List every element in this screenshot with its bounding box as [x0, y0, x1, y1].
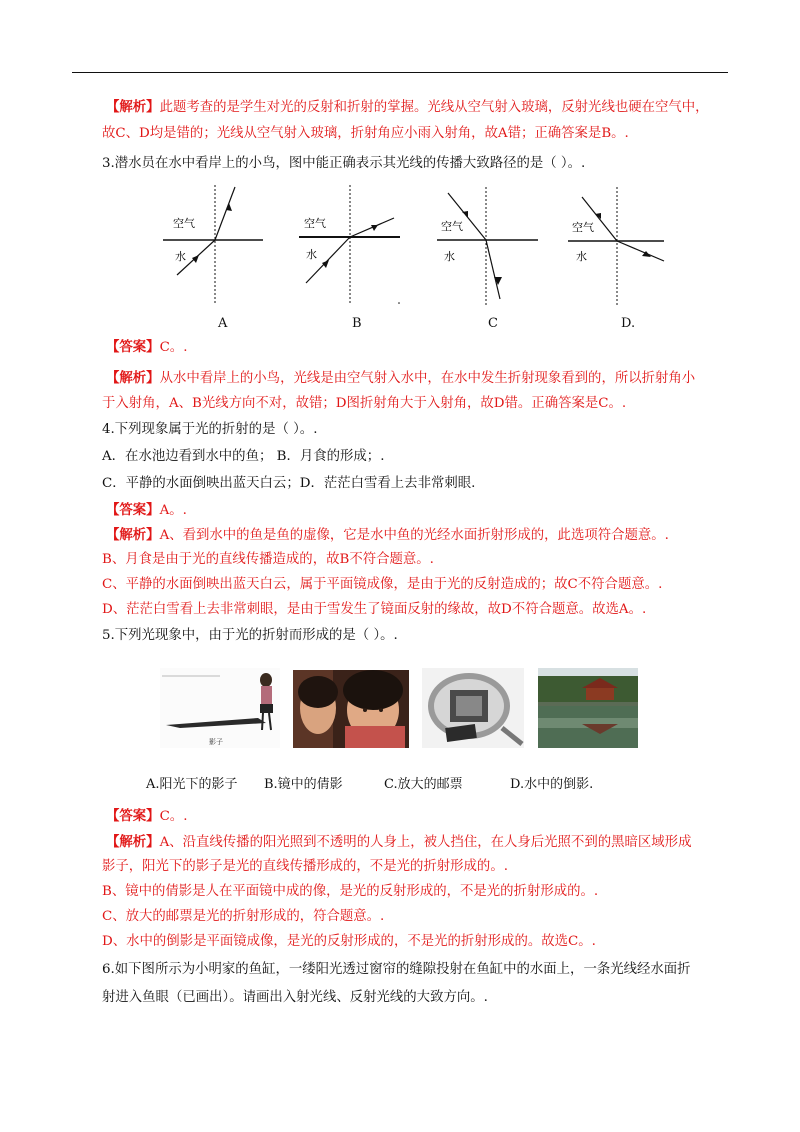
air-label: 空气	[572, 221, 594, 234]
refracted-ray	[215, 187, 235, 240]
analysis-text: A、看到水中的鱼是鱼的虚像，它是水中鱼的光经水面折射形成的，此选项符合题意。.	[159, 528, 669, 543]
analysis-text: 从水中看岸上的小鸟，光线是由空气射入水中，在水中发生折射现象看到的，所以折射角小	[159, 371, 696, 386]
answer-text: C。.	[159, 809, 188, 824]
answer-text: C。.	[159, 340, 188, 355]
caption-b: B.镜中的倩影	[264, 777, 343, 792]
water-label: 水	[306, 248, 317, 261]
answer-tag: 【答案】	[106, 502, 160, 518]
refraction-diagram-a	[163, 185, 273, 310]
answer-tag: 【答案】	[106, 339, 160, 355]
analysis-tag: 【解析】	[106, 370, 160, 386]
photo-magnifier	[422, 668, 524, 748]
air-label: 空气	[441, 220, 463, 233]
photo-reflection	[538, 668, 638, 748]
arrow-icon	[462, 211, 468, 217]
q2-analysis-line2: 故C、D均是错的；光线从空气射入玻璃，折射角应小雨入射角，故A错；正确答案是B。.	[102, 126, 629, 141]
q4-options-ab: A．在水池边看到水中的鱼； B．月食的形成；.	[102, 449, 385, 464]
q4-answer	[106, 500, 187, 521]
refracted-ray	[486, 240, 500, 299]
q5-analysis-line2: 影子，阳光下的影子是光的直线传播形成的，不是光的折射形成的。.	[102, 859, 508, 874]
q5-question: 5.下列光现象中，由于光的折射而形成的是（ ）。.	[102, 628, 398, 643]
q5-analysis-line4: C、放大的邮票是光的折射形成的，符合题意。.	[102, 909, 385, 924]
analysis-tag: 【解析】	[106, 527, 160, 543]
q6-line2: 射进入鱼眼（已画出）。请画出入射光线、反射光线的大致方向。.	[102, 990, 488, 1005]
q4-analysis-line3: C、平静的水面倒映出蓝天白云，属于平面镜成像，是由于光的反射造成的；故C不符合题意。.	[102, 577, 663, 592]
refraction-diagram-b	[296, 185, 406, 310]
q4-analysis-line4: D、茫茫白雪看上去非常刺眼，是由于雪发生了镜面反射的缘故，故D不符合题意。故选A。.	[102, 602, 647, 617]
refracted-ray	[617, 241, 664, 261]
q3-analysis-line1	[106, 368, 695, 389]
analysis-text: 此题考查的是学生对光的反射和折射的掌握。光线从空气射入玻璃，反射光线也硬在空气中，	[159, 100, 709, 115]
q3-question: 3.潜水员在水中看岸上的小鸟，图中能正确表示其光线的传播大致路径的是（ ）。.	[102, 156, 586, 171]
water-label: 水	[444, 250, 455, 263]
q3-analysis-line2: 于入射角，A、B光线方向不对，故错；D图折射角大于入射角，故D错。正确答案是C。.	[102, 396, 627, 411]
photo-shadow	[160, 668, 280, 748]
q4-analysis-line2: B、月食是由于光的直线传播造成的，故B不符合题意。.	[102, 552, 434, 567]
arrow-icon	[192, 255, 199, 263]
incident-ray	[582, 197, 617, 241]
photo-mirror	[293, 670, 409, 748]
q5-analysis-line3: B、镜中的倩影是人在平面镜中成的像，是光的反射形成的，不是光的折射形成的。.	[102, 884, 599, 899]
q5-analysis-line1	[106, 832, 691, 853]
option-b-label: B	[352, 316, 362, 331]
shadow-caption: 影子	[209, 738, 223, 746]
arrow-icon	[322, 260, 329, 268]
water-label: 水	[175, 250, 186, 263]
option-a-label: A	[218, 316, 228, 331]
arrow-icon	[595, 213, 601, 219]
q3-answer	[106, 337, 187, 358]
refraction-diagram-c	[434, 185, 544, 310]
q4-options-cd: C．平静的水面倒映出蓝天白云；D．茫茫白雪看上去非常刺眼.	[102, 476, 476, 491]
analysis-text: A、沿直线传播的阳光照到不透明的人身上，被人挡住，在人身后光照不到的黑暗区域形成	[159, 835, 692, 850]
answer-tag: 【答案】	[106, 808, 160, 824]
q5-analysis-line5: D、水中的倒影是平面镜成像，是光的反射形成的，不是光的折射形成的。故选C。.	[102, 934, 596, 949]
water-label: 水	[576, 250, 587, 263]
analysis-tag: 【解析】	[106, 834, 160, 850]
q4-question: 4.下列现象属于光的折射的是（ ）。.	[102, 422, 318, 437]
air-label: 空气	[173, 217, 195, 230]
caption-d: D.水中的倒影.	[510, 777, 594, 792]
q4-analysis-line1	[106, 525, 669, 546]
q2-analysis-line1	[106, 97, 709, 118]
option-c-label: C	[488, 316, 498, 331]
caption-a: A.阳光下的影子	[146, 777, 238, 792]
analysis-tag: 【解析】	[106, 99, 160, 115]
air-label: 空气	[304, 217, 326, 230]
option-d-label: D.	[621, 316, 636, 331]
caption-c: C.放大的邮票	[384, 777, 463, 792]
answer-text: A。.	[159, 503, 187, 518]
q5-answer	[106, 806, 187, 827]
refraction-diagram-d	[568, 185, 678, 310]
header-rule	[72, 72, 728, 73]
refracted-ray	[350, 218, 394, 237]
q6-line1: 6.如下图所示为小明家的鱼缸，一缕阳光透过窗帘的缝隙投射在鱼缸中的水面上，一条光线经水面折	[102, 962, 691, 977]
